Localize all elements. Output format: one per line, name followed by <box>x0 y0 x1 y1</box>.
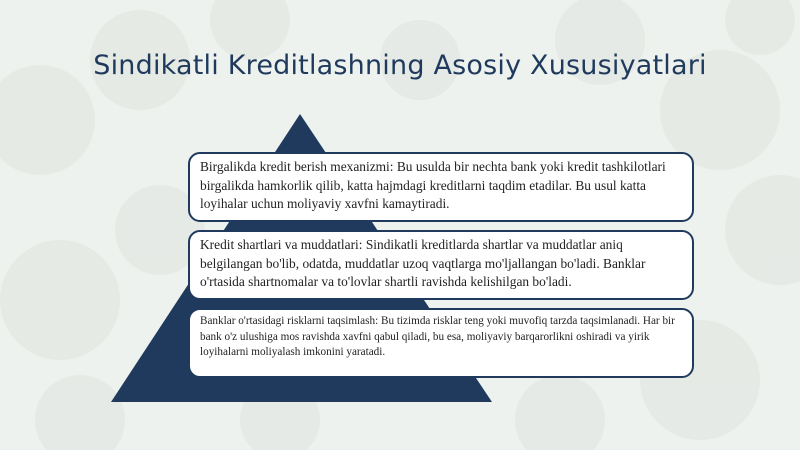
pyramid-level-2 <box>188 230 694 300</box>
level-2-text: Kredit shartlari va muddatlari: Sindikatli kreditlarda shartlar va muddatlar aniq belgilangan bo'lib, odatda, muddatlar uzoq vaqtlarga mo'ljallangan bo'ladi. Banklar o'rtasida shartnomalar va to'lovlar shartli ravishda kelishilgan bo'ladi. <box>200 237 646 289</box>
level-1-text: Birgalikda kredit berish mexanizmi: Bu usulda bir nechta bank yoki kredit tashkilotlari birgalikda hamkorlik qilib, katta hajmdagi kreditlarni taqdim etadilar. Bu usul katta loyihalar uchun moliyaviy xavfni kamaytiradi. <box>200 159 666 211</box>
level-3-text: Banklar o'rtasidagi risklarni taqsimlash: Bu tizimda risklar teng yoki muvofiq tarzda taqsimlanadi. Har bir bank o'z ulushiga mos ravishda xavfni qabul qiladi, bu esa, moliyaviy barqarorlikni oshiradi va yirik loyihalarni moliyalash imkonini yaratadi. <box>200 315 675 358</box>
slide-title: Sindikatli Kreditlashning Asosiy Xususiyatlari <box>93 50 707 81</box>
pyramid-level-3 <box>188 308 694 378</box>
pyramid-level-1 <box>188 152 694 222</box>
